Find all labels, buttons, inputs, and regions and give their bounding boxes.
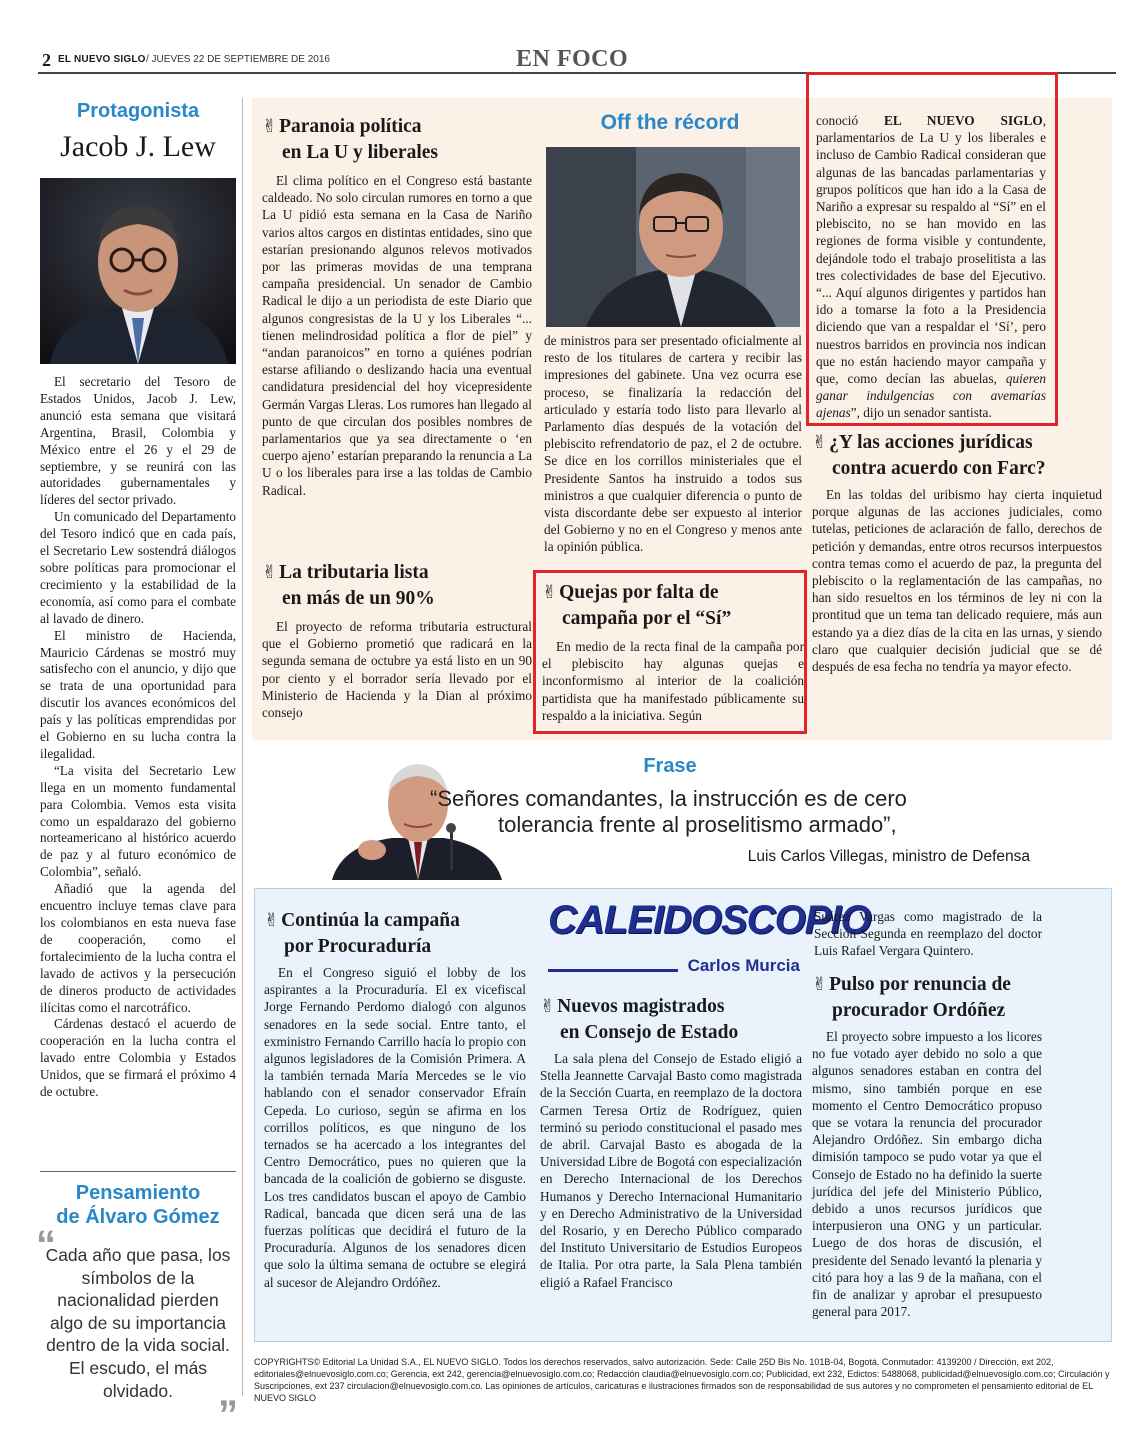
otr-story-quejas-continued: conoció EL NUEVO SIGLO, parlamentarios de La U y los liberales e incluso de Cambio Radical consideran que algunas de las bancadas parlamentarias y grupos políticos que han ido a la Casa de Nariño a expresar su respaldo al “Sí” en el plebiscito, no se han movido en las regiones de forma visible y contundente, dejándole todo el trabajo proselitista a las tres colectividades de base del Ejecutivo. “... Aquí algunos dirigentes y partidos han ido a tomarse la foto a la Presidencia diciendo que van a respaldar el ‘Sí’, pero nuestros barridos en provincia nos indican que no están haciendo mayor campaña y que, como decían las abuelas, quieren ganar indulgencias con avemarías ajenas”, dijo un senador santista. xyxy=(816,113,1047,421)
protagonista-paragraph: Añadió que la agenda del encuentro incluye temas clave para los colombianos en esta nueva fase de cooperación, como el fortalecimiento de la lucha contra el lavado de activos y la persecución de dineros producto de actividades ilícitas como el narcotráfico. xyxy=(40,881,236,1015)
caleidoscopio-rule xyxy=(548,969,678,972)
off-the-record-title: Off the récord xyxy=(600,111,740,134)
pensamiento-title-line: de Álvaro Gómez xyxy=(56,1206,220,1228)
protagonista-paragraph: El ministro de Hacienda, Mauricio Cárdenas se mostró muy satisfecho con el anuncio, y dijo que se trata de una oportunidad para discutir los avances económicos del país y las políticas emprendidas por el Gobierno en su lucha contra la ilegalidad. xyxy=(40,627,236,761)
cal-story-ordonez xyxy=(812,972,1104,1320)
story-headline: ✌ Quejas por falta de campaña por el “Sí” xyxy=(542,582,732,629)
protagonista-paragraph: Cárdenas destacó el acuerdo de cooperación en la lucha contra el lavado entre Colombia y Estados Unidos, que se firmará el próximo 4 de octubre. xyxy=(40,1016,236,1100)
page-header xyxy=(38,44,1116,74)
frase-title: Frase xyxy=(643,755,697,777)
story-body: El clima político en el Congreso está bastante caldeado. No solo circulan rumores en torno a que La U pidió esta semana en la Casa de Nariño varios altos cargos en distintas entidades, sino que estarían presionando algunos relevos motivados por las primeras movidas de una temprana campaña presidencial. Un senador de Cambio Radical le dijo a un periodista de este Diario que algunos congresistas de la U y los Liberales “... tienen melindrosidad política a flor de piel” y “andan paranoicos” en torno a quiénes podrían estarse afiliando o deslizando hacia una eventual candidatura presidencial del hoy vicepresidente Germán Vargas Lleras. Los rumores han llegado al punto de que circulan dos posibles nombres de parlamentarios que ya sea directamente o ‘en cuerpo ajeno’ estarían preparando la renuncia a La U o los liberales para irse a las toldas de Cambio Radical. xyxy=(262,173,532,498)
pensamiento-title-line: Pensamiento xyxy=(75,1182,201,1204)
highlight-box xyxy=(806,72,1058,426)
frase-quote-line: tolerancia frente al proselitismo armado”, xyxy=(498,812,897,837)
protagonista-name: Jacob J. Lew xyxy=(60,130,216,163)
pensamiento-quote xyxy=(36,1223,238,1437)
section-title: EN FOCO xyxy=(516,46,629,72)
pensamiento-title xyxy=(38,1181,238,1229)
column-divider xyxy=(40,1171,236,1172)
otr-story-acciones-juridicas xyxy=(812,430,1102,675)
story-headline: ✌ La tributaria lista en más de un 90% xyxy=(262,562,435,609)
story-headline: ✌ Pulso por renuncia de procurador Ordóñez xyxy=(812,974,1011,1021)
story-body: El proyecto de reforma tributaria estructural que el Gobierno prometió que radicará en la segunda semana de octubre ya está listo en un 90 por ciento y el borrador sería llevado por el Ministerio de Hacienda y la Dian al próximo consejo xyxy=(262,619,532,721)
issue-date: / JUEVES 22 DE SEPTIEMBRE DE 2016 xyxy=(146,54,330,65)
story-headline: ✌ Paranoia política en La U y liberales xyxy=(262,116,438,163)
victory-hand-icon: ✌ xyxy=(262,116,278,137)
caleidoscopio-author: Carlos Murcia xyxy=(687,956,800,975)
open-quote-icon: “ xyxy=(36,1223,56,1267)
page-number: 2 xyxy=(42,50,51,70)
victory-hand-icon: ✌ xyxy=(812,974,828,995)
frase-quote xyxy=(430,786,1050,838)
highlight-box xyxy=(533,570,807,734)
caleidoscopio-logo: CALEIDOSCOPIO xyxy=(548,898,871,942)
protagonista-article xyxy=(40,374,236,1101)
story-body: En las toldas del uribismo hay cierta inquietud porque algunas de las acciones judiciales, como tutelas, peticiones de aclaración de fallo, derechos de petición y demandas, entre otros recursos interpuestos contra temas como el acuerdo de paz, la pregunta del plebiscito o la reglamentación de las campañas, no han sido resueltos en los términos de ley ni con la prontitud que un tema tan delicado requiere, más aun estando ya a diez días de la cita en las urnas, y siendo claro que cualquier decisión judicial que se dé después de esa fecha no tendría ya mayor efecto. xyxy=(812,487,1102,675)
cal-story-magistrados-continued: Suárez Vargas como magistrado de la Sección Segunda en reemplazo del doctor Luis Rafael Vergara Quintero. xyxy=(814,909,1042,959)
victory-hand-icon: ✌ xyxy=(262,562,278,583)
protagonista-label: Protagonista xyxy=(76,100,200,122)
victory-hand-icon: ✌ xyxy=(542,582,558,603)
frase-quote-line: “Señores comandantes, la instrucción es de cero xyxy=(430,786,907,811)
story-headline: ✌ Nuevos magistrados en Consejo de Estado xyxy=(540,996,739,1043)
paper-name-inline: EL NUEVO SIGLO xyxy=(884,113,1043,128)
otr-story-paranoia xyxy=(262,114,532,499)
otr-story-tributaria xyxy=(262,560,532,721)
otr-story-tributaria-continued: de ministros para ser presentado oficialmente al resto de los titulares de cartera y recibir las impresiones del gabinete. Una vez ocurra ese proceso, se finalizaría la redacción del articulado y estaría todo listo para llevarlo al Parlamento días después de la votación del plebiscito refrendatorio de paz, el 2 de octubre. Se dice en los corrillos ministeriales que el Presidente Santos ha instruido a todos sus ministros a que cualquier diferencia o punto de vista discordante debe ser expuesto al interior del Gobierno y no en el Congreso y menos ante la opinión pública. xyxy=(544,333,802,555)
victory-hand-icon: ✌ xyxy=(812,432,828,453)
story-headline: ✌ ¿Y las acciones jurídicas contra acuerdo con Farc? xyxy=(812,432,1046,479)
protagonista-photo xyxy=(40,178,236,364)
story-body: La sala plena del Consejo de Estado eligió a Stella Jeannette Carvajal Basto como magistrada de la Sección Cuarta, en reemplazo de la doctora Carmen Teresa Ortiz de Rodríguez, quien terminó su periodo constitucional el pasado mes de abril. Carvajal Basto es abogada de la Universidad Libre de Bogotá con especialización en Derecho Internacional de los Derechos Humanos y Derecho Internacional Humanitario y en Derecho Administrativo de la Universidad del Rosario, y en Derecho Público comparado del Instituto Universitario de Estudios Europeos de Italia. Por otra parte, la Sala Plena también eligió a Rafael Francisco xyxy=(540,1051,802,1290)
paper-name: EL NUEVO SIGLO xyxy=(58,54,146,65)
story-body: En medio de la recta final de la campaña por el plebiscito hay algunas quejas e inconformismo al interior de la coalición partidista que ha manifestado públicamente su respaldo a la iniciativa. Según xyxy=(542,639,804,723)
protagonista-paragraph: “La visita del Secretario Lew llega en un momento fundamental para Colombia. Vemos esta visita como un espaldarazo del gobierno norteamericano al histórico acuerdo de paz y al futuro económico de Colombia”, señaló. xyxy=(40,762,236,880)
pensamiento-quote-text: Cada año que pasa, los símbolos de la nacionalidad pierden algo de su importancia dentro de la vida social. El escudo, el más olvidado. xyxy=(45,1245,231,1401)
cal-story-procuraduria xyxy=(264,908,526,1291)
victory-hand-icon: ✌ xyxy=(264,910,280,931)
story-body: En el Congreso siguió el lobby de los aspirantes a la Procuraduría. El ex vicefiscal Jorge Fernando Perdomo dialogó con algunos senadores en la sede social. Entre tanto, el exministro Fernando Carrillo hacía lo propio con algunos legisladores de la Comisión Primera. A la también ternada María Mercedes se le vio hablando con el senador conservador Efraín Cepeda. Lo curioso, según se afirma en los corrillos políticos, es que ninguno de los ternados se ha acercado a los integrantes del Centro Democrático, pues no quieren que la bancada de la coalición de gobierno se disguste. Los tres candidatos buscan el apoyo de Cambio Radical, bancada que dicen será una de las fuerzas políticas que decidirá el futuro de la Procuraduría. Algunos de los senadores dicen que solo la última semana de octubre se elegirá al sucesor de Alejandro Ordóñez. xyxy=(264,965,526,1290)
victory-hand-icon: ✌ xyxy=(540,996,556,1017)
protagonista-paragraph: Un comunicado del Departamento del Tesoro indicó que en cada país, el Secretario Lew sostendrá diálogos sobre políticas para promocionar el crecimiento y la estabilidad de la economía, así como para el combate al lavado de dinero. xyxy=(40,509,236,626)
cal-story-magistrados xyxy=(540,994,802,1291)
story-headline: ✌ Continúa la campaña por Procuraduría xyxy=(264,910,460,957)
copyright-footer: COPYRIGHTS© Editorial La Unidad S.A., EL NUEVO SIGLO. Todos los derechos reservados, salvo autorización. Sede: Calle 25D Bis No. 101B-04, Bogotá. Conmutador: 4139200 / Dirección, ext 202, editoriales@elnuevosiglo.com.co; Gerencia, ext 242, gerencia@elnuevosiglo.com.co; Redacción claudia@elnuevosiglo.com.co; Publicidad, ext 232, Edictos: 5488068, publicidad@elnuevosiglo.com.co; Circulación y Suscripciones, ext 237 circulacion@elnuevosiglo.com.co. Las opiniones de artículos, caricaturas e ilustraciones firmados son de responsabilidad de sus autores y no comprometen el pensamiento editorial de EL NUEVO SIGLO xyxy=(254,1357,1110,1403)
story-body: El proyecto sobre impuesto a los licores no fue votado ayer debido no solo a que algunos senadores estaban en contra del mismo, sino también porque en ese momento el Centro Democrático propuso que se votara la renuncia del procurador Alejandro Ordóñez. Sin embargo dicha dimisión tampoco se pudo votar ya que el Consejo de Estado no ha definido la suerte jurídica del jefe del Ministerio Público, debido a unos recursos jurídicos que interpusieron una ONG y un particular. Luego de dos horas de discusión, el presidente del Senado levantó la plenaria y citó para hoy a las 9 de la mañana, con el fin de analizar y aprobar el presupuesto general para 2017. xyxy=(812,1029,1042,1320)
protagonista-paragraph: El secretario del Tesoro de Estados Unidos, Jacob J. Lew, anunció esta semana que visitará Argentina, Brasil, Colombia y México entre el 26 y el 29 de septiembre, y se reunirá con las autoridades gubernamentales y líderes del sector privado. xyxy=(40,374,236,508)
minister-photo xyxy=(546,147,800,327)
close-quote-icon: ” xyxy=(218,1392,238,1437)
column-rule xyxy=(242,98,243,1396)
frase-author: Luis Carlos Villegas, ministro de Defensa xyxy=(747,848,1030,865)
